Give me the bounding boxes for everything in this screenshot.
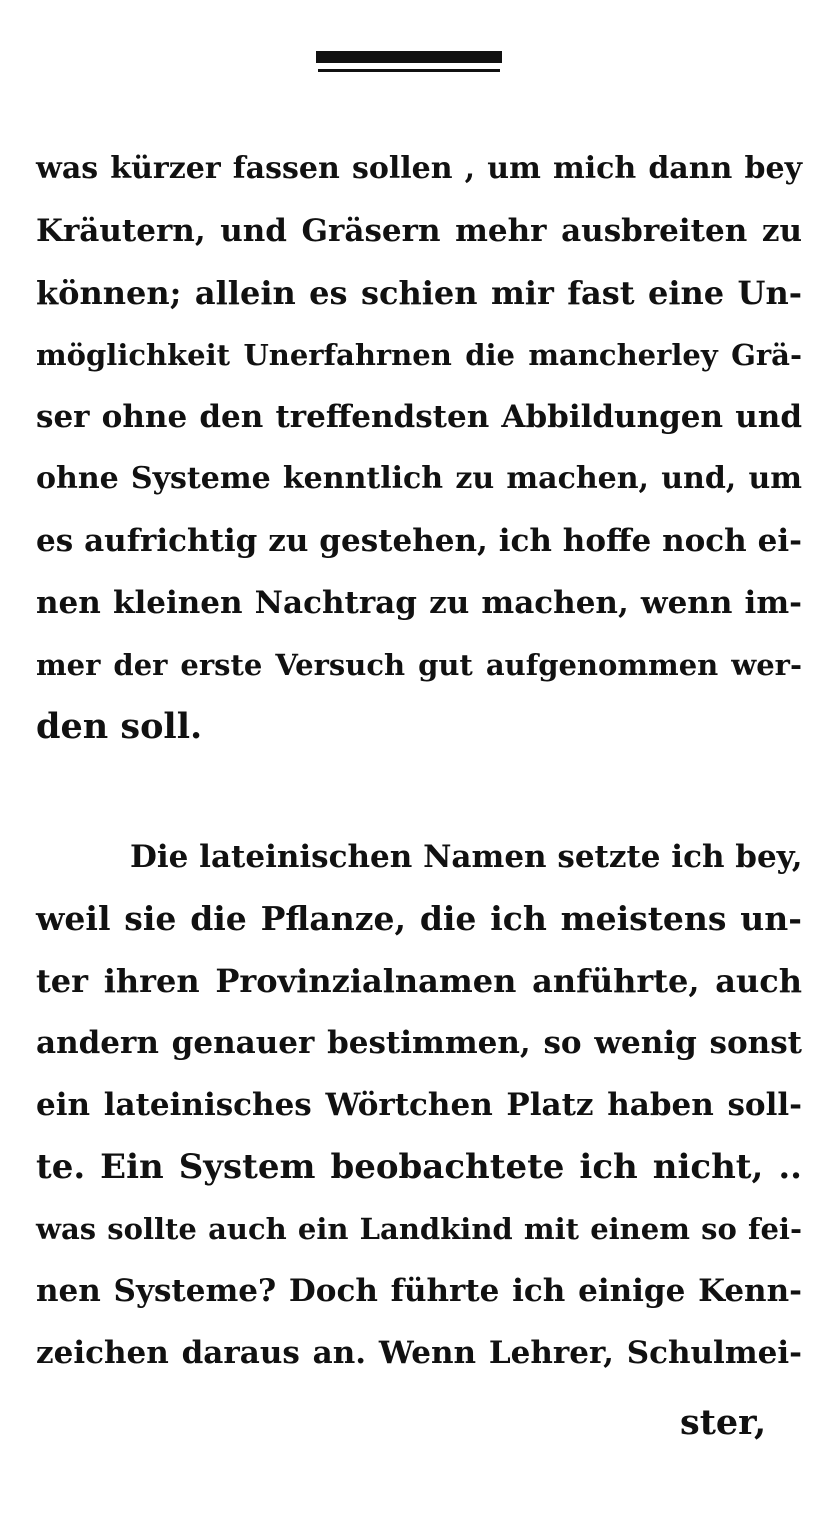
- text-line: andern genauer bestimmen, so wenig sonst: [36, 1025, 802, 1061]
- text-line: nen Systeme? Doch führte ich einige Kenn-: [36, 1273, 802, 1309]
- text-line: den soll.: [36, 706, 203, 747]
- text-line: ter ihren Provinzialnamen anführte, auch: [36, 962, 802, 1000]
- text-line: ein lateinisches Wörtchen Platz haben soll-: [36, 1087, 802, 1123]
- text-line: mer der erste Versuch gut aufgenommen wer-: [36, 648, 802, 682]
- text-line: te. Ein System beobachtete ich nicht, ..: [36, 1147, 802, 1187]
- text-line: möglichkeit Unerfahrnen die mancherley Grä-: [36, 338, 802, 372]
- paragraph-1: [36, 138, 802, 758]
- paragraph-2: [36, 826, 802, 1384]
- text-line: Die lateinischen Namen setzte ich bey,: [130, 839, 803, 875]
- text-line: können; allein es schien mir fast eine Un-: [36, 274, 802, 312]
- text-line: Kräutern, und Gräsern mehr ausbreiten zu: [36, 213, 802, 249]
- text-line: zeichen daraus an. Wenn Lehrer, Schulmei-: [36, 1335, 802, 1371]
- header-rule-thick: [316, 51, 502, 63]
- catchword: ster,: [680, 1402, 767, 1443]
- text-line: ser ohne den treffendsten Abbildungen und: [36, 399, 802, 435]
- text-line: was sollte auch ein Landkind mit einem so fei-: [36, 1212, 802, 1246]
- text-line: es aufrichtig zu gestehen, ich hoffe noch ei-: [36, 523, 802, 559]
- text-line: ohne Systeme kenntlich zu machen, und, um: [36, 461, 802, 496]
- text-line: was kürzer fassen sollen , um mich dann bey: [36, 151, 802, 186]
- header-rule-thin: [318, 69, 500, 72]
- text-line: nen kleinen Nachtrag zu machen, wenn im-: [36, 585, 802, 621]
- text-line: weil sie die Pflanze, die ich meistens un-: [36, 899, 802, 938]
